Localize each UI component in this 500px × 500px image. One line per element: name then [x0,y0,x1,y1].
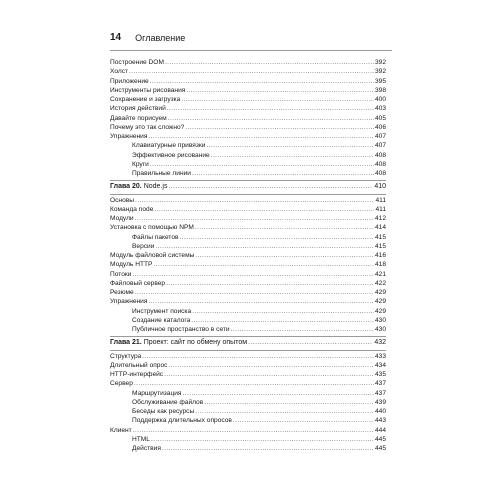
toc-entry-title: Установка с помощью NPM [110,224,194,232]
toc-chapter[interactable] [110,338,386,347]
dot-leader [211,151,374,160]
toc-entry-title: Холст [110,68,129,76]
toc-page-number: 408 [374,151,386,159]
dot-leader [195,223,374,232]
toc-entry-title: Эффективное рисование [132,151,210,159]
dot-leader [167,104,374,113]
toc-entry-title: Почему это так сложно? [110,123,185,131]
toc-entry-title: HTML [132,435,150,443]
toc-page-number: 434 [374,361,386,369]
toc-entry-title: Приложение [110,77,149,85]
dot-leader [181,95,374,104]
toc-entry[interactable] [110,379,386,388]
dot-leader [150,160,374,169]
table-of-contents [110,58,386,453]
toc-entry-title: Основы [110,196,134,204]
toc-entry[interactable] [110,132,386,141]
dot-leader [142,352,374,361]
toc-entry[interactable] [110,398,386,407]
dot-leader [192,307,374,316]
chapter-divider [110,180,386,181]
toc-page-number: 414 [374,224,386,232]
toc-entry-title: История действий [110,105,166,113]
toc-entry-title: Маршрутизация [132,389,182,397]
toc-entry[interactable] [110,325,386,334]
toc-page-number: 430 [374,316,386,324]
dot-leader [206,141,374,150]
toc-entry-title: Команда node [110,205,154,213]
toc-page-number: 408 [374,160,386,168]
toc-entry-title: Поддержка длительных опросов [132,417,232,425]
toc-page-number: 405 [374,114,386,122]
toc-entry[interactable] [110,214,386,223]
toc-entry[interactable] [110,352,386,361]
toc-entry[interactable] [110,196,386,205]
toc-entry[interactable] [110,169,386,178]
toc-page-number: 437 [374,389,386,397]
toc-entry[interactable] [110,233,386,242]
dot-leader [134,379,374,388]
dot-leader [248,338,373,347]
dot-leader [150,77,374,86]
dot-leader [168,361,374,370]
dot-leader [195,251,374,260]
toc-entry[interactable] [110,205,386,214]
dot-leader [148,297,374,306]
toc-entry[interactable] [110,270,386,279]
toc-entry-title: Файлы пакетов [132,233,179,241]
toc-entry-title: Правильные линии [132,170,191,177]
toc-page-number: 437 [374,380,386,388]
toc-entry[interactable] [110,86,386,95]
toc-entry[interactable] [110,444,386,453]
toc-page-number: 430 [374,326,386,333]
dot-leader [231,325,374,334]
toc-page-number: 421 [374,270,386,278]
toc-entry[interactable] [110,407,386,416]
toc-page-number: 418 [374,261,386,269]
page-number: 14 [110,32,122,43]
toc-entry[interactable] [110,279,386,288]
toc-entry[interactable] [110,141,386,150]
dot-leader [129,67,374,76]
toc-page-number: 416 [374,252,386,259]
dot-leader [151,435,374,444]
toc-page-number: 445 [374,445,386,452]
dot-leader [133,426,374,435]
dot-leader [192,169,374,178]
toc-entry-title: Версии [132,242,155,250]
toc-entry[interactable] [110,58,386,67]
toc-entry[interactable] [110,416,386,425]
toc-entry-title: Упражнения [110,298,148,306]
toc-entry-title: Клавиатурные привязки [132,142,206,150]
toc-entry-title: Построение DOM [110,59,164,66]
page-header [110,32,392,51]
toc-page-number: 403 [374,105,386,113]
toc-entry[interactable] [110,251,386,260]
dot-leader [135,214,374,223]
dot-leader [166,279,374,288]
dot-leader [162,444,374,453]
dot-leader [185,123,374,132]
dot-leader [195,407,374,416]
toc-page-number: 429 [374,307,386,315]
toc-page-number: 439 [374,398,386,406]
toc-entry-title: Давайте порисуем [110,114,167,122]
toc-entry-title: Круги [132,160,149,168]
toc-entry-title: Сервер [110,380,133,388]
dot-leader [153,260,374,269]
toc-page-number: 429 [374,289,386,296]
toc-entry-title: HTTP-интерфейс [110,371,164,378]
toc-entry[interactable] [110,160,386,169]
chapter-label: Глава 21. [110,339,142,347]
toc-entry-title: Потоки [110,270,132,278]
toc-entry[interactable] [110,361,386,370]
chapter-title: Node.js [143,183,168,191]
toc-entry[interactable] [110,242,386,251]
toc-page-number: 411 [375,205,386,213]
dot-leader [135,288,374,297]
toc-page-number: 408 [374,170,386,177]
toc-entry-title: Резюме [110,289,134,296]
dot-leader [168,114,374,123]
chapter-divider [110,336,386,337]
toc-entry-title: Модули [110,215,134,222]
toc-page-number: 444 [374,426,386,434]
toc-page-number: 411 [375,196,386,204]
toc-entry[interactable] [110,151,386,160]
toc-page-number: 407 [374,133,386,140]
toc-page-number: 400 [374,96,386,103]
chapter-title: Проект: сайт по обмену опытом [143,339,248,347]
toc-page-number: 443 [374,417,386,425]
toc-entry[interactable] [110,307,386,316]
toc-entry[interactable] [110,297,386,306]
toc-entry-title: Действия [132,445,161,452]
toc-entry-title: Упражнения [110,133,148,140]
dot-leader [191,316,374,325]
toc-page-number: 395 [374,77,386,85]
toc-entry-title: Обслуживание файлов [132,398,204,406]
toc-entry-title: Длительный опрос [110,361,168,369]
toc-entry[interactable] [110,114,386,123]
toc-entry[interactable] [110,389,386,398]
toc-entry-title: Файловый сервер [110,279,166,287]
toc-entry-title [110,338,247,347]
chapter-divider [110,194,386,195]
toc-page-number: 422 [374,279,386,287]
toc-page-number: 429 [374,298,386,306]
section-title: Оглавление [135,33,186,43]
toc-entry-title: Клиент [110,426,132,434]
dot-leader [132,270,374,279]
toc-entry[interactable] [110,316,386,325]
dot-leader [165,58,374,67]
toc-entry-title: Беседы как ресурсы [132,408,195,415]
toc-page-number: 415 [374,242,386,250]
toc-page-number: 392 [374,68,386,76]
toc-entry[interactable] [110,223,386,232]
dot-leader [204,398,374,407]
dot-leader [180,233,374,242]
toc-entry-title: Сохранение и загрузка [110,96,181,103]
toc-page-number: 440 [374,408,386,415]
toc-entry[interactable] [110,77,386,86]
toc-entry[interactable] [110,95,386,104]
toc-entry[interactable] [110,288,386,297]
dot-leader [155,242,374,251]
toc-entry[interactable] [110,123,386,132]
toc-page-number: 406 [374,123,386,131]
toc-page-number: 415 [374,233,386,241]
toc-entry[interactable] [110,426,386,435]
dot-leader [148,132,374,141]
toc-entry[interactable] [110,260,386,269]
dot-leader [233,416,374,425]
toc-page-number: 412 [374,215,386,222]
chapter-divider [110,350,386,351]
dot-leader [183,389,374,398]
toc-page-number: 410 [374,183,386,191]
toc-entry[interactable] [110,435,386,444]
dot-leader [154,205,374,214]
toc-page-number: 398 [374,86,386,94]
toc-entry-title: Создание каталога [132,316,191,324]
toc-entry-title: Публичное пространство в сети [132,326,230,333]
toc-entry-title [110,182,167,191]
toc-page-number: 407 [374,142,386,150]
toc-page-number: 435 [374,371,386,378]
toc-entry[interactable] [110,370,386,379]
toc-page-number: 445 [374,435,386,443]
dot-leader [186,86,374,95]
toc-page-number: 432 [374,339,386,347]
toc-entry-title: Структура [110,352,142,360]
chapter-label: Глава 20. [110,183,142,191]
toc-entry[interactable] [110,67,386,76]
toc-entry[interactable] [110,104,386,113]
dot-leader [135,196,375,205]
toc-page-number: 433 [374,352,386,360]
toc-chapter[interactable] [110,182,386,191]
toc-entry-title: Модуль HTTP [110,261,153,269]
toc-entry-title: Модуль файловой системы [110,252,195,259]
toc-entry-title: Инструмент поиска [132,307,192,315]
dot-leader [164,370,374,379]
toc-page-number: 392 [374,59,386,66]
toc-entry-title: Инструменты рисования [110,86,186,94]
dot-leader [168,182,373,191]
